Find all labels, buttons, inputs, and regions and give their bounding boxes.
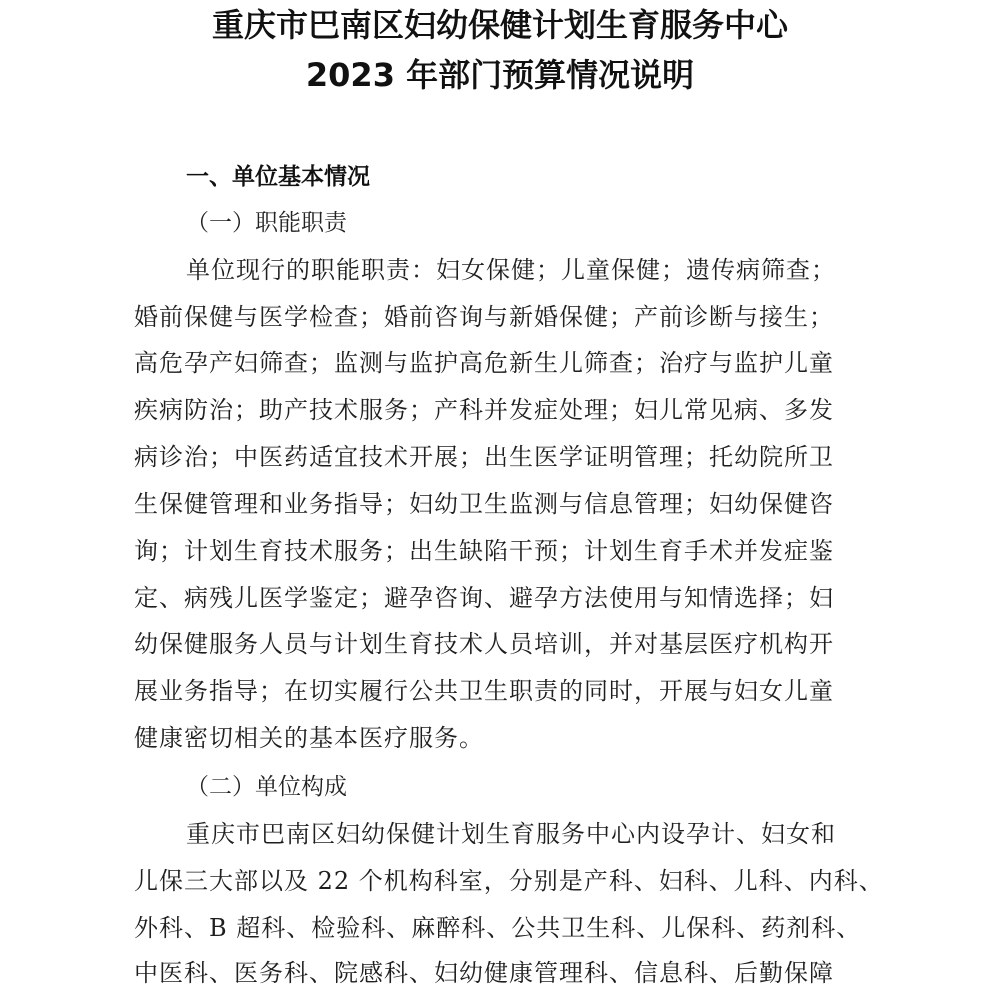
paragraph-line: 幼保健服务人员与计划生育技术人员培训，并对基层医疗机构开 [134,630,834,658]
paragraph-line: 重庆市巴南区妇幼保健计划生育服务中心内设孕计、妇女和 [186,820,836,848]
section-heading-basic-info: 一、单位基本情况 [186,164,370,190]
paragraph-line: 展业务指导；在切实履行公共卫生职责的同时，开展与妇女儿童 [134,677,834,705]
document-title-line-1: 重庆市巴南区妇幼保健计划生育服务中心 [211,6,788,44]
paragraph-line: 外科、B 超科、检验科、麻醉科、公共卫生科、儿保科、药剂科、 [134,914,862,942]
paragraph-line: 中医科、医务科、院感科、妇幼健康管理科、信息科、后勤保障 [134,959,834,987]
paragraph-line: 高危孕产妇筛查；监测与监护高危新生儿筛查；治疗与监护儿童 [134,349,834,377]
paragraph-line: 询；计划生育技术服务；出生缺陷干预；计划生育手术并发症鉴 [134,537,834,565]
paragraph-line: 婚前保健与医学检查；婚前咨询与新婚保健；产前诊断与接生； [134,303,834,331]
paragraph-line: 定、病残儿医学鉴定；避孕咨询、避孕方法使用与知情选择；妇 [134,584,834,612]
subsection-heading-structure: （二）单位构成 [186,774,347,800]
paragraph-line: 生保健管理和业务指导；妇幼卫生监测与信息管理；妇幼保健咨 [134,490,834,518]
subsection-heading-duties: （一）职能职责 [186,210,347,236]
paragraph-line: 单位现行的职能职责：妇女保健；儿童保健；遗传病筛查； [186,256,836,284]
paragraph-line: 健康密切相关的基本医疗服务。 [134,724,484,752]
document-title-line-2: 2023 年部门预算情况说明 [305,56,695,94]
paragraph-line: 儿保三大部以及 22 个机构科室，分别是产科、妇科、儿科、内科、 [134,867,884,895]
paragraph-line: 病诊治；中医药适宜技术开展；出生医学证明管理；托幼院所卫 [134,443,834,471]
paragraph-line: 疾病防治；助产技术服务；产科并发症处理；妇儿常见病、多发 [134,396,834,424]
